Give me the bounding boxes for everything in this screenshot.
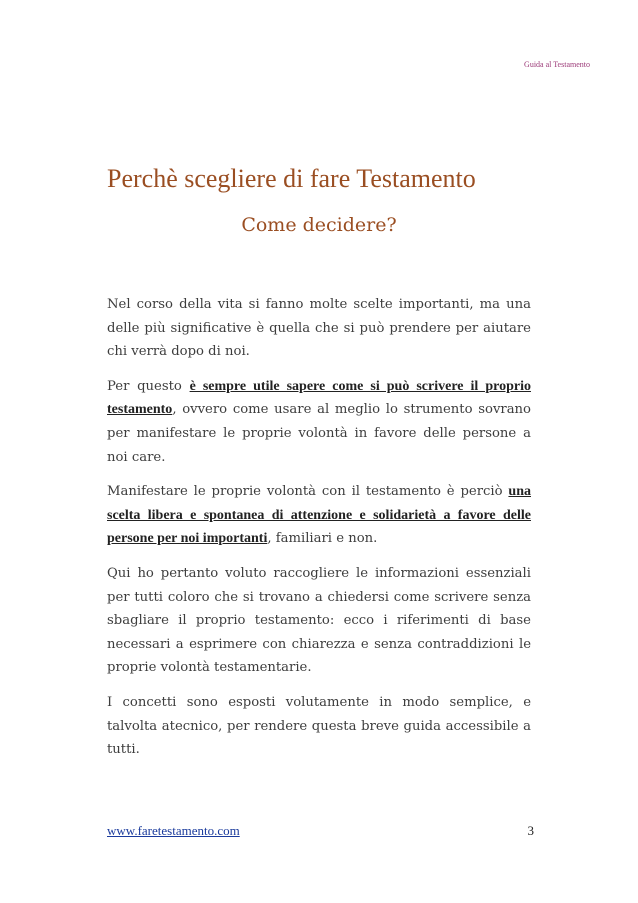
paragraph-text: Manifestare le proprie volontà con il testamento è perciò — [107, 484, 509, 500]
paragraph — [107, 293, 531, 364]
paragraph-text: Per questo — [107, 378, 190, 394]
website-link[interactable]: www.faretestamento.com — [107, 823, 240, 838]
paragraph — [107, 562, 531, 680]
running-header: Guida al Testamento — [524, 60, 590, 69]
page-title: Perchè scegliere di fare Testamento — [107, 164, 476, 193]
paragraph-text: , ovvero come usare al meglio lo strumento sovrano per manifestare le proprie volontà in favore delle persone a noi care. — [107, 402, 531, 465]
paragraph-text: I concetti sono esposti volutamente in modo semplice, e talvolta atecnico, per rendere questa breve guida accessibile a tutti. — [107, 694, 531, 758]
body-text — [107, 293, 531, 762]
paragraph-text: Nel corso della vita si fanno molte scelte importanti, ma una delle più significative è quella che si può prendere per aiutare chi verrà dopo di noi. — [107, 297, 531, 360]
emphasized-text: è sempre utile sapere come si può scrivere il proprio testamento — [107, 378, 531, 418]
emphasized-text: una scelta libera e spontanea di attenzione e solidarietà a favore delle persone per noi importanti — [107, 484, 531, 547]
page-number: 3 — [527, 823, 534, 838]
paragraph-text: Qui ho pertanto voluto raccogliere le informazioni essenziali per tutti coloro che si trovano a chiedersi come scrivere senza sbagliare il proprio testamento: ecco i riferimenti di base necessari a esprimere con chiarezza e senza contraddizioni le proprie volontà testamentarie. — [107, 565, 531, 676]
page-subtitle: Come decidere? — [241, 214, 397, 236]
paragraph-text: , familiari e non. — [267, 531, 378, 547]
paragraph — [107, 691, 531, 762]
paragraph — [107, 375, 531, 469]
paragraph — [107, 480, 531, 551]
